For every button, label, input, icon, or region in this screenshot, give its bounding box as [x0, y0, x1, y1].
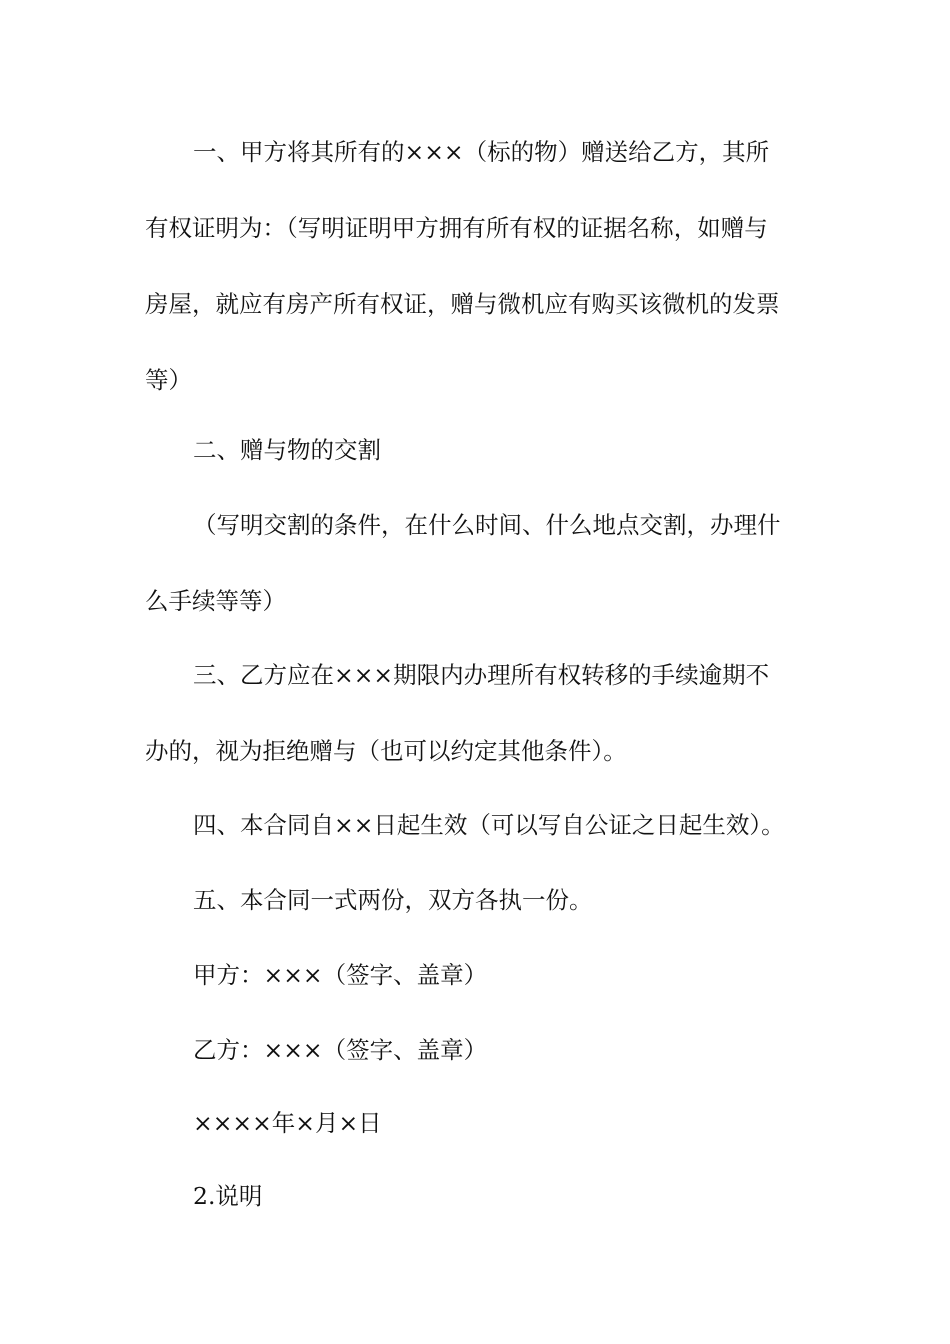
- party-b-signature: [145, 1012, 815, 1088]
- signing-date: [145, 1085, 815, 1161]
- section-2-heading: [145, 1158, 815, 1234]
- clause-1-line-2: 有权证明为：（写明证明甲方拥有所有权的证据名称，如赠与: [145, 214, 768, 242]
- clause-5-text: 五、本合同一式两份，双方各执一份。: [193, 886, 593, 914]
- signing-date-text: ××××年×月×日: [193, 1109, 382, 1137]
- party-a-text: 甲方：×××（签字、盖章）: [193, 961, 488, 989]
- clause-2-heading-text: 二、赠与物的交割: [193, 436, 381, 464]
- clause-3-line-2: 办的，视为拒绝赠与（也可以约定其他条件）。: [145, 737, 627, 765]
- clause-4-text: 四、本合同自××日起生效（可以写自公证之日起生效）。: [193, 811, 785, 839]
- clause-1-line-1: 一、甲方将其所有的×××（标的物）赠送给乙方，其所: [193, 138, 770, 166]
- clause-4: [145, 787, 815, 863]
- clause-3-line-1: 三、乙方应在×××期限内办理所有权转移的手续逾期不: [193, 661, 770, 689]
- clause-1-line-4: 等）: [145, 366, 192, 394]
- clause-2-body: [145, 487, 815, 639]
- clause-1: [145, 114, 815, 418]
- party-b-text: 乙方：×××（签字、盖章）: [193, 1036, 488, 1064]
- section-2-heading-text: 2.说明: [193, 1182, 263, 1210]
- clause-3: [145, 637, 815, 789]
- clause-2-body-line-1: （写明交割的条件，在什么时间、什么地点交割，办理什: [193, 511, 781, 539]
- clause-1-line-3: 房屋，就应有房产所有权证，赠与微机应有购买该微机的发票: [145, 290, 780, 318]
- party-a-signature: [145, 937, 815, 1013]
- clause-2-body-line-2: 么手续等等）: [145, 587, 286, 615]
- clause-5: [145, 862, 815, 938]
- clause-2-heading: [145, 412, 815, 488]
